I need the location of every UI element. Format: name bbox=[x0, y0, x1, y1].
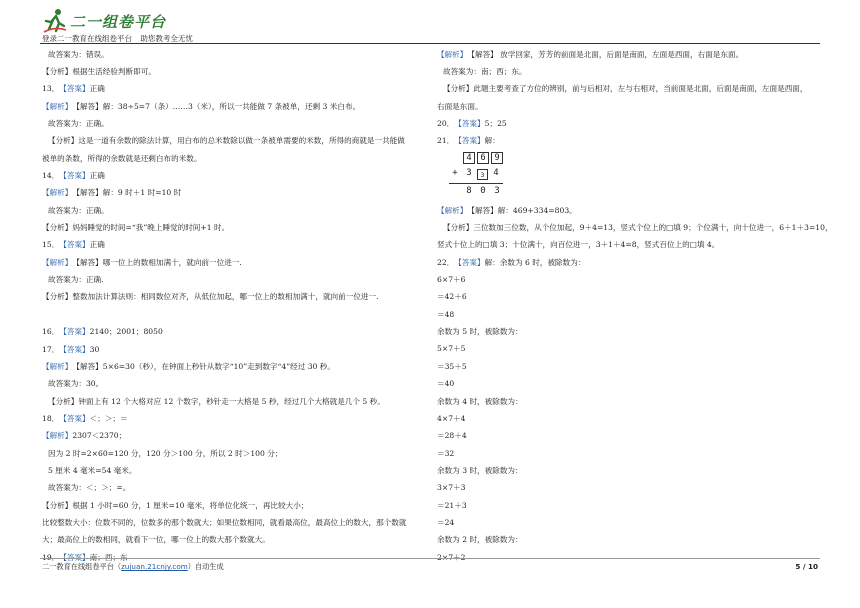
plus-sign: + bbox=[452, 168, 458, 179]
line-text: 【解答】解：38÷5=7（条）……3（米），所以一共能做 7 条被单，还剩 3 米白布。 bbox=[72, 101, 361, 111]
text-line bbox=[42, 289, 420, 306]
text-line bbox=[437, 428, 818, 445]
question-number: 22． bbox=[437, 257, 455, 267]
line-text: 【分析】这是一道有余数的除法计算，用白布的总米数除以做一条被单需要的米数，所得的商就是一共能做 bbox=[48, 136, 405, 146]
text-line bbox=[437, 98, 818, 115]
line-text: ＝42＋6 bbox=[437, 292, 467, 302]
text-line bbox=[437, 81, 818, 98]
line-text: 【分析】根据生活经验判断即可。 bbox=[42, 67, 156, 77]
digit: 4 bbox=[493, 168, 499, 179]
line-text: ＝21＋3 bbox=[437, 500, 467, 510]
answer-tag: 【解析】 bbox=[42, 361, 73, 371]
footer-prefix: 二一教育在线组卷平台（ bbox=[42, 562, 122, 571]
line-text: 比较整数大小：位数不同的，位数多的那个数就大；如果位数相同，就看最高位，最高位上的数大，那个数就 bbox=[42, 517, 407, 527]
text-line bbox=[42, 376, 420, 393]
answer-tag: 【解析】 bbox=[42, 188, 73, 198]
question-number: 18． bbox=[42, 413, 60, 423]
line-text: 故答案为：错误。 bbox=[48, 49, 109, 59]
question-number: 15． bbox=[42, 240, 60, 250]
right-column-bottom bbox=[437, 202, 833, 566]
text-line bbox=[437, 271, 818, 288]
line-text: 【解答】解：9 时＋1 时=10 时 bbox=[72, 188, 182, 198]
line-text: 6×7＋6 bbox=[437, 275, 466, 285]
footer-suffix: ）自动生成 bbox=[187, 562, 224, 571]
text-line bbox=[437, 133, 818, 150]
text-line bbox=[437, 376, 818, 393]
line-text: 解： bbox=[484, 136, 500, 146]
header-divider bbox=[40, 43, 820, 44]
text-line bbox=[42, 115, 420, 132]
answer-tag: 【答案】 bbox=[454, 119, 485, 129]
question-number: 19． bbox=[42, 552, 60, 562]
text-line bbox=[42, 81, 420, 98]
line-text: 【分析】此题主要考查了方位的辨别，前与后相对，左与右相对，当前面是北面，后面是南面，左面是西面， bbox=[443, 84, 808, 94]
line-text: 30 bbox=[89, 344, 100, 354]
answer-tag: 【答案】 bbox=[59, 552, 90, 562]
text-line bbox=[42, 254, 420, 271]
footer-link[interactable]: zujuan.21cnjy.com bbox=[121, 562, 188, 571]
answer-tag: 【答案】 bbox=[59, 240, 90, 250]
text-line bbox=[437, 497, 818, 514]
footer-divider bbox=[40, 558, 820, 559]
digit: 8 bbox=[466, 186, 472, 197]
line-text: 2140；2001；8050 bbox=[89, 327, 163, 337]
line-text: 因为 2 时=2×60=120 分，120 分＞100 分，所以 2 时＞100 分； bbox=[48, 448, 283, 458]
line-text: 故答案为：正确. bbox=[48, 275, 104, 285]
line-text: 大；最高位上的数相同，就看下一位，哪一位上的数大那个数就大。 bbox=[42, 535, 270, 545]
line-text: 【解答】 放学回家，芳芳的前面是北面，后面是南面，左面是西面，右面是东面。 bbox=[467, 49, 744, 59]
line-text: ＝35＋5 bbox=[437, 361, 467, 371]
digit-box: 6 bbox=[477, 152, 489, 164]
text-line bbox=[42, 98, 420, 115]
text-line bbox=[437, 115, 818, 132]
text-line bbox=[42, 46, 420, 63]
line-text: 正确 bbox=[89, 171, 105, 181]
text-line bbox=[42, 150, 420, 167]
text-line bbox=[42, 428, 420, 445]
answer-tag: 【解析】 bbox=[437, 205, 468, 215]
text-line bbox=[437, 254, 818, 271]
line-text: 【解答】解：469+334=803。 bbox=[467, 205, 577, 215]
line-text: 【分析】妈妈睡觉的时间=“我”晚上睡觉的时间+1 时。 bbox=[42, 223, 230, 233]
digit-box: 9 bbox=[491, 152, 503, 164]
line-text: 解：余数为 6 时，被除数为： bbox=[484, 257, 586, 267]
text-line bbox=[437, 219, 833, 236]
line-text: 余数为 2 时，被除数为： bbox=[437, 535, 523, 545]
line-text: ＝24 bbox=[437, 517, 455, 527]
text-line bbox=[42, 341, 420, 358]
text-line bbox=[437, 358, 818, 375]
line-text: 3×7＋3 bbox=[437, 483, 466, 493]
line-text: 余数为 5 时，被除数为： bbox=[437, 327, 523, 337]
line-text: 【解答】5×6=30（秒），在钟面上秒针从数字“10”走到数字“4”经过 30 秒。 bbox=[72, 361, 335, 371]
digit-box: 3 bbox=[477, 169, 488, 180]
text-line bbox=[42, 271, 420, 288]
text-line bbox=[437, 462, 818, 479]
line-text: 【分析】钟面上有 12 个大格对应 12 个数字，秒针走一大格是 5 秒，经过几个大格就是几个 5 秒。 bbox=[48, 396, 385, 406]
text-line bbox=[437, 480, 818, 497]
question-number: 17． bbox=[42, 344, 60, 354]
line-text: 【解答】哪一位上的数相加满十，就向前一位进一. bbox=[72, 257, 242, 267]
text-line bbox=[42, 219, 420, 236]
answer-tag: 【答案】 bbox=[59, 413, 90, 423]
line-text: 故答案为：正确。 bbox=[48, 119, 109, 129]
line-text: 余数为 4 时，被除数为： bbox=[437, 396, 523, 406]
line-text: 正确 bbox=[89, 84, 105, 94]
text-line bbox=[437, 289, 818, 306]
text-line bbox=[437, 514, 818, 531]
text-line bbox=[42, 393, 420, 410]
answer-tag: 【答案】 bbox=[59, 327, 90, 337]
line-text: 【分析】根据 1 小时=60 分，1 厘米=10 毫米，将单位化统一，再比较大小； bbox=[42, 500, 309, 510]
text-line bbox=[437, 306, 818, 323]
text-line bbox=[437, 393, 818, 410]
answer-tag: 【答案】 bbox=[59, 84, 90, 94]
line-text: 5；25 bbox=[484, 119, 507, 129]
addend-2-row bbox=[449, 169, 504, 180]
line-text: 5×7＋5 bbox=[437, 344, 466, 354]
text-line bbox=[42, 358, 420, 375]
answer-tag: 【解析】 bbox=[42, 431, 73, 441]
answer-tag: 【解析】 bbox=[437, 49, 468, 59]
platform-logo[interactable] bbox=[42, 6, 166, 36]
page-footer bbox=[42, 562, 818, 572]
answer-tag: 【答案】 bbox=[454, 257, 485, 267]
digit-box: 4 bbox=[463, 152, 475, 164]
line-text: 故答案为：正确。 bbox=[48, 205, 109, 215]
line-text: 故答案为：30。 bbox=[48, 379, 104, 389]
digit: 3 bbox=[466, 168, 472, 179]
line-text: ＝40 bbox=[437, 379, 455, 389]
line-text: ＝48 bbox=[437, 309, 455, 319]
text-line bbox=[42, 185, 420, 202]
question-number: 14． bbox=[42, 171, 60, 181]
sum-line bbox=[449, 183, 503, 184]
text-line bbox=[42, 514, 420, 531]
line-text: 故答案为：南；西；东。 bbox=[443, 67, 527, 77]
line-text: 4×7＋4 bbox=[437, 413, 466, 423]
vertical-addition bbox=[449, 150, 818, 202]
text-line bbox=[42, 237, 420, 254]
digit: 0 bbox=[480, 186, 486, 197]
line-text: ＝32 bbox=[437, 448, 455, 458]
digit: 3 bbox=[494, 186, 500, 197]
answer-tag: 【解析】 bbox=[42, 101, 73, 111]
text-line bbox=[437, 341, 818, 358]
text-line bbox=[437, 63, 818, 80]
logo-text: 二一组卷平台 bbox=[70, 12, 167, 31]
text-line bbox=[42, 133, 420, 150]
line-text: 余数为 3 时，被除数为： bbox=[437, 465, 523, 475]
line-text: 竖式十位上的□填 3；十位满十，向百位进一，3＋1＋4=8，竖式百位上的□填 4。 bbox=[437, 240, 720, 250]
line-text: 2307＜2370； bbox=[72, 431, 127, 441]
line-text: 【分析】整数加法计算法则：相同数位对齐，从低位加起，哪一位上的数相加满十，就向前一位进一. bbox=[42, 292, 379, 302]
question-number: 13． bbox=[42, 84, 60, 94]
text-line bbox=[437, 237, 818, 254]
answer-tag: 【答案】 bbox=[454, 136, 485, 146]
line-text: 【分析】三位数加三位数，从个位加起，9＋4=13，竖式个位上的□填 9；个位满十，向十位进一，6＋1＋3=10， bbox=[443, 223, 833, 233]
answer-tag: 【答案】 bbox=[59, 344, 90, 354]
text-line bbox=[42, 497, 420, 514]
tagline-slogan: 助您教考全无忧 bbox=[140, 34, 193, 43]
addend-1-row bbox=[463, 152, 505, 164]
text-line bbox=[42, 410, 420, 427]
right-column-top bbox=[437, 46, 818, 150]
question-number: 20． bbox=[437, 119, 455, 129]
right-column bbox=[437, 46, 833, 566]
text-line bbox=[437, 532, 818, 549]
question-number: 16． bbox=[42, 327, 60, 337]
text-line bbox=[437, 46, 818, 63]
text-line bbox=[42, 324, 420, 341]
blank-line bbox=[42, 306, 420, 323]
text-line bbox=[42, 202, 420, 219]
text-line bbox=[437, 323, 818, 340]
line-text: ＝28＋4 bbox=[437, 431, 467, 441]
page-number: 5 / 10 bbox=[795, 562, 818, 571]
line-text: 南；西；东 bbox=[89, 552, 128, 562]
line-text: 故答案为：＜；＞；=。 bbox=[48, 483, 131, 493]
text-line bbox=[437, 410, 818, 427]
tagline-login[interactable]: 登录二一教育在线组卷平台 bbox=[42, 34, 132, 43]
line-text: ＜；＞；＝ bbox=[89, 413, 128, 423]
text-line bbox=[42, 480, 420, 497]
sum-row bbox=[463, 187, 505, 195]
line-text: 正确 bbox=[89, 240, 105, 250]
line-text: 5 厘米 4 毫米=54 毫米。 bbox=[48, 465, 137, 475]
footer-source bbox=[42, 562, 224, 572]
line-text: 右面是东面。 bbox=[437, 101, 483, 111]
text-line bbox=[42, 445, 420, 462]
text-line bbox=[42, 532, 420, 549]
text-line bbox=[42, 63, 420, 80]
text-line bbox=[437, 445, 818, 462]
line-text: 被单的条数，所得的余数就是还剩白布的米数。 bbox=[42, 153, 202, 163]
answer-tag: 【解析】 bbox=[42, 257, 73, 267]
left-column bbox=[42, 46, 420, 566]
answer-tag: 【答案】 bbox=[59, 171, 90, 181]
question-number: 21． bbox=[437, 136, 455, 146]
text-line bbox=[437, 202, 818, 219]
text-line bbox=[42, 167, 420, 184]
line-text: 2×7＋2 bbox=[437, 552, 466, 562]
text-line bbox=[42, 462, 420, 479]
runner-logo-icon bbox=[42, 8, 68, 34]
